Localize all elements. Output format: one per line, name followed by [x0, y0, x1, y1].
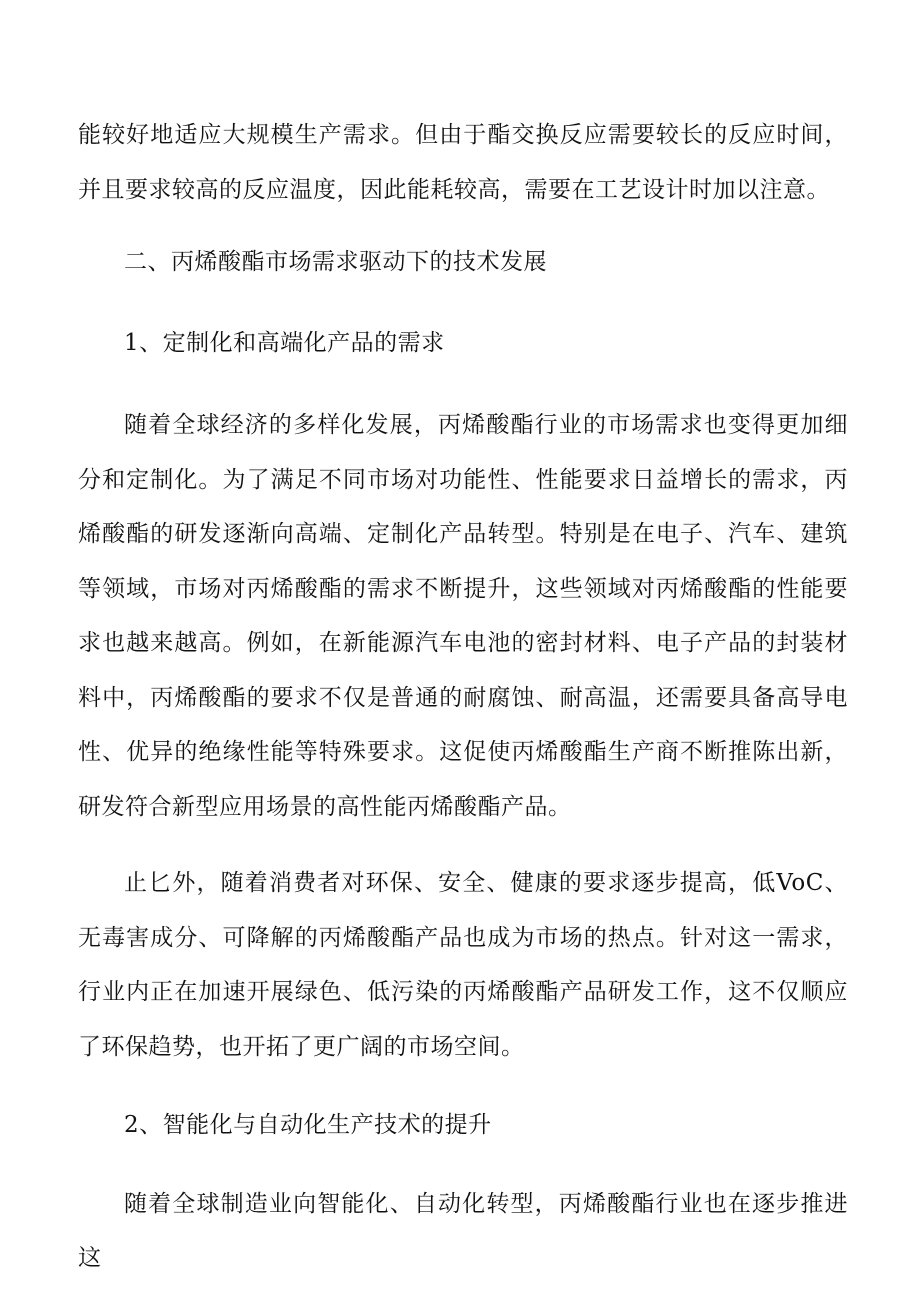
paragraph-body-1: 随着全球经济的多样化发展，丙烯酸酯行业的市场需求也变得更加细分和定制化。为了满足不同市场对功能性、性能要求日益增长的需求，丙烯酸酯的研发逐渐向高端、定制化产品转型。特别是在电子、汽车、建筑等领域，市场对丙烯酸酯的需求不断提升，这些领域对丙烯酸酯的性能要求也越来越高。例如，在新能源汽车电池的密封材料、电子产品的封装材料中，丙烯酸酯的要求不仅是普通的耐腐蚀、耐高温，还需要具备高导电性、优异的绝缘性能等特殊要求。这促使丙烯酸酯生产商不断推陈出新，研发符合新型应用场景的高性能丙烯酸酯产品。 [78, 412, 848, 820]
section-heading: 二、丙烯酸酯市场需求驱动下的技术发展 [124, 249, 547, 275]
paragraph-body-3: 随着全球制造业向智能化、自动化转型，丙烯酸酯行业也在逐步推进这 [78, 1190, 848, 1271]
paragraph-body-2: 止匕外，随着消费者对环保、安全、健康的要求逐步提高，低VoC、无毒害成分、可降解的丙烯酸酯产品也成为市场的热点。针对这一需求，行业内正在加速开展绿色、低污染的丙烯酸酯产品研发工作，这不仅顺应了环保趋势，也开拓了更广阔的市场空间。 [78, 870, 848, 1060]
subsection-heading-1: 1、定制化和高端化产品的需求 [124, 329, 445, 356]
subsection-heading-2: 2、智能化与自动化生产技术的提升 [124, 1112, 492, 1138]
paragraph-continued: 能较好地适应大规模生产需求。但由于酯交换反应需要较长的反应时间，并且要求较高的反应温度，因此能耗较高，需要在工艺设计时加以注意。 [78, 122, 848, 203]
document-body [78, 108, 848, 1286]
